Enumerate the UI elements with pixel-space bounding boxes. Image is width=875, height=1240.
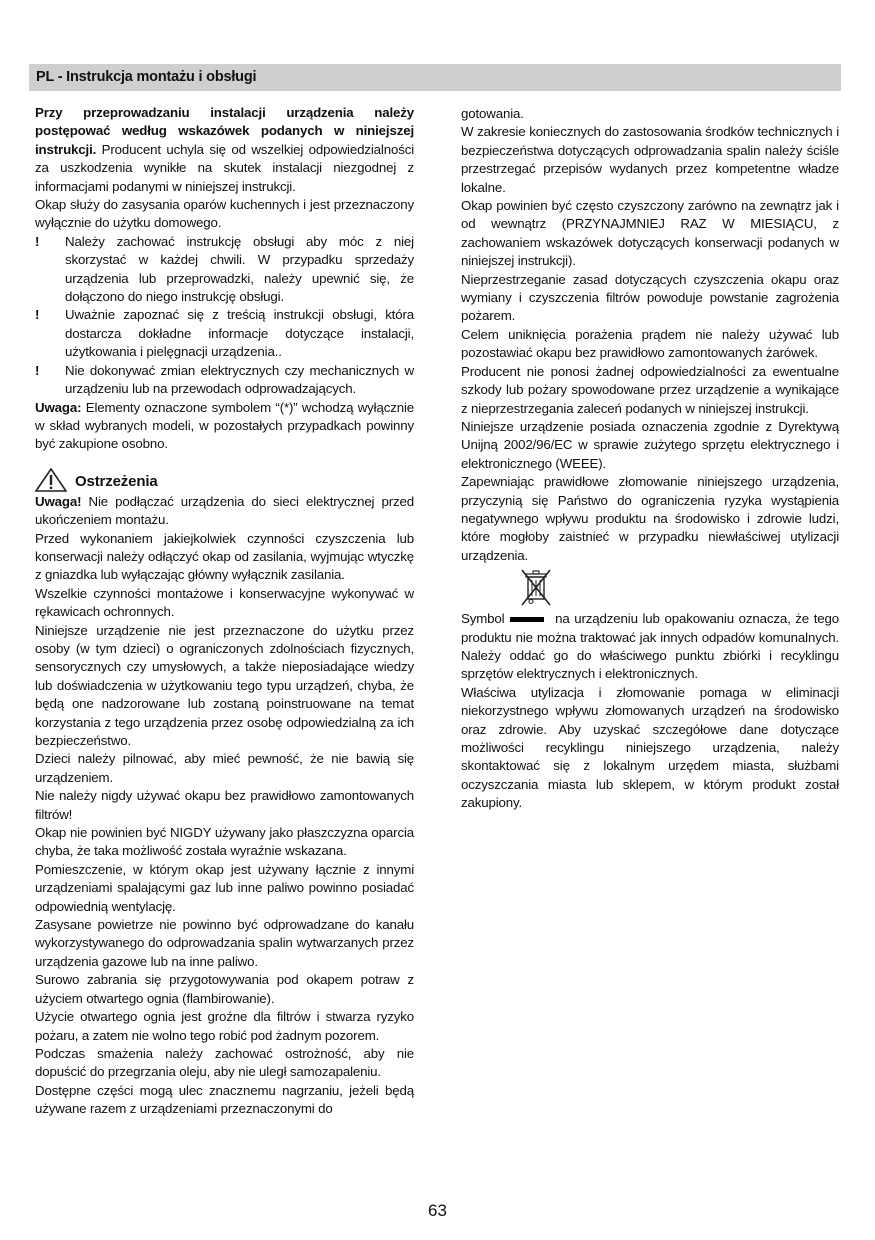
paragraph: Niniejsze urządzenie nie jest przeznaczone do użytku przez osoby (w tym dzieci) o ograniczonych zdolnościach fizycznych, sensorycznych czy umysłowych, a także nieposiadające wiedzy lub doświadczenia w użytkowaniu tego typu urządzeń, chyba, że będą one nadzorowane lub zostaną poinstruowane na temat korzystania z tego urządzenia przez osobę odpowiedzialną za ich bezpieczeństwo. [35,622,414,748]
bullet-item [35,362,414,399]
paragraph: Właściwa utylizacja i złomowanie pomaga w eliminacji niekorzystnego wpływu złomowanych urządzeń na środowisko oraz zdrowie. Aby uzyskać szczegółowe dane dotyczące możliwości recyklingu niniejszego urządzenia, należy skontaktować się z lokalnym urzędem miasta, służbami oczyszczania miasta lub sklepem, w którym produkt został zakupiony. [461,684,839,811]
paragraph: Okap służy do zasysania oparów kuchennych i jest przeznaczony wyłącznie do użytku domowego. [35,197,414,231]
paragraph: Dzieci należy pilnować, aby mieć pewność, że nie bawią się urządzeniem. [35,751,414,785]
paragraph: Wszelkie czynności montażowe i konserwacyjne wykonywać w rękawicach ochronnych. [35,585,414,620]
bullet-item [35,306,414,361]
bullet-text: Nie dokonywać zmian elektrycznych czy mechanicznych w urządzeniu lub na przewodach odprowadzających. [65,362,414,397]
note-label: Uwaga: [35,399,82,415]
section-title: PL - Instrukcja montażu i obsługi [36,69,257,85]
warnings-heading [35,468,414,492]
section-header [29,64,841,91]
page-number: 63 [428,1201,447,1220]
crossed-out-bin-icon [519,568,553,608]
paragraph: Niniejsze urządzenie posiada oznaczenia zgodnie z Dyrektywą Unijną 2002/96/EC w sprawie zużytego sprzętu elektrycznego i elektronicznego (WEEE). [461,418,839,471]
note-paragraph [35,399,414,454]
paragraph: Okap powinien być często czyszczony zarówno na zewnątrz jak i od wewnątrz (PRZYNAJMNIEJ RAZ W MIESIĄCU, z zachowaniem wskazówek dotyczących konserwacji podanych w niniejszej instrukcji). [461,198,839,269]
warnings-title: Ostrzeżenia [75,473,158,491]
bullet-mark: ! [35,233,40,249]
paragraph: Pomieszczenie, w którym okap jest używany łącznie z innymi urządzeniami spalającymi gaz lub inne paliwo powinno posiadać odpowiednią wentylację. [35,861,414,914]
intro-paragraph [35,104,414,196]
note-text: Elementy oznaczone symbolem “(*)” wchodzą wyłącznie w skład wybranych modeli, w pozostałych przypadkach powinny być zakupione osobno. [35,399,414,452]
bullet-item [35,233,414,307]
bullet-text: Należy zachować instrukcję obsługi aby móc z niej skorzystać w każdej chwili. W przypadku sprzedaży urządzenia lub przeprowadzki, należy upewnić się, że dołączono do niego instrukcję obsługi. [65,233,414,305]
paragraph: Nieprzestrzeganie zasad dotyczących czyszczenia okapu oraz wymiany i czyszczenia filtrów powoduje powstanie zagrożenia pożarem. [461,271,839,324]
paragraph: Użycie otwartego ognia jest groźne dla filtrów i stwarza ryzyko pożaru, a zatem nie wolno tego robić pod żadnym pozorem. [35,1009,414,1043]
paragraph: Dostępne części mogą ulec znacznemu nagrzaniu, jeżeli będą używane razem z urządzeniami przeznaczonymi do [35,1082,414,1117]
paragraph: Przed wykonaniem jakiejkolwiek czynności czyszczenia lub konserwacji należy odłączyć okap od zasilania, wyjmując wtyczkę z gniazdka lub wyłączając główny wyłącznik zasilania. [35,530,414,583]
paragraph: Nie należy nigdy używać okapu bez prawidłowo zamontowanych filtrów! [35,788,414,822]
black-bar-symbol [510,617,544,622]
paragraph: Podczas smażenia należy zachować ostrożność, aby nie dopuścić do przegrzania oleju, aby nie uległ samozapaleniu. [35,1045,414,1080]
paragraph: Zapewniając prawidłowe złomowanie niniejszego urządzenia, przyczynią się Państwo do ograniczenia ryzyka wystąpienia negatywnego wpływu produktu na środowisko i zdrowie ludzi, które mogłoby zaistnieć w przypadku niewłaściwej utylizacji urządzenia. [461,474,839,563]
bullet-text: Uważnie zapoznać się z treścią instrukcji obsługi, która dostarcza dokładne informacje dotyczące instalacji, użytkowania i pielęgnacji urządzenia.. [65,307,414,360]
bullet-mark: ! [35,307,40,323]
warning-triangle-icon [35,468,67,492]
symbol-text: na urządzeniu lub opakowaniu oznacza, że tego produktu nie można traktować jak innych odpadów komunalnych. Należy oddać go do właściwego punktu zbiórki i recyklingu sprzętów elektrycznych i elektronicznych. [461,611,839,682]
paragraph: gotowania. [461,106,524,121]
paragraph: Okap nie powinien być NIGDY używany jako płaszczyzna oparcia chyba, że taka możliwość została wyraźnie wskazana. [35,825,414,859]
paragraph: Surowo zabrania się przygotowywania pod okapem potraw z użyciem otwartego ognia (flambirowanie). [35,972,414,1006]
paragraph: W zakresie koniecznych do zastosowania środków technicznych i bezpieczeństwa dotyczących odprowadzania spalin należy ściśle przestrzegać przepisów wydanych przez kompetentne władze lokalne. [461,124,839,195]
paragraph: Celem uniknięcia porażenia prądem nie należy używać lub pozostawiać okapu bez prawidłowo zamontowanych żarówek. [461,326,839,361]
paragraph: Zasysane powietrze nie powinno być odprowadzane do kanału wykorzystywanego do odprowadzania spalin wytwarzanych przez urządzenia gazowe lub na inne paliwo. [35,917,414,969]
intro-bold: Przy przeprowadzaniu instalacji urządzenia należy postępować według wskazówek podanych w niniejszej instrukcji. [35,105,414,157]
bullet-mark: ! [35,362,40,378]
warning-label: Uwaga! [35,493,82,509]
warning-paragraph [35,493,414,530]
warning-text: Nie podłączać urządzenia do sieci elektrycznej przed ukończeniem montażu. [35,493,414,528]
symbol-paragraph [461,610,839,684]
paragraph: Producent nie ponosi żadnej odpowiedzialności za ewentualne szkody lub pożary spowodowane przez urządzenie a wynikające z nieprzestrzegania zaleceń podanych w niniejszej instrukcji. [461,363,839,416]
symbol-word: Symbol [461,611,505,627]
left-column [35,104,414,1119]
right-column [461,105,839,813]
intro-rest: Producent uchyla się od wszelkiej odpowiedzialności za uszkodzenia wynikłe na skutek instalacji niezgodnej z informacjami podanymi w niniejszej instrukcji. [35,141,414,194]
